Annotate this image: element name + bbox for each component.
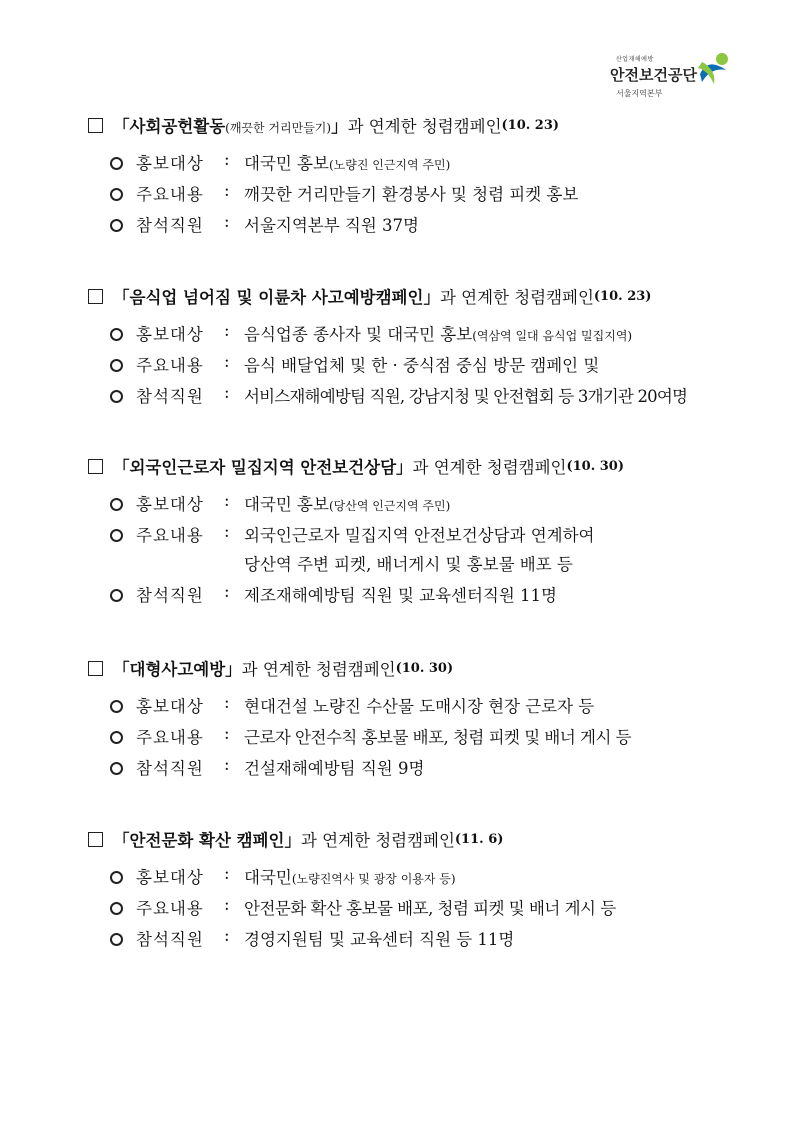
- checkbox-square-icon: [88, 118, 103, 133]
- list-item: 참석직원 : 제조재해예방팀 직원 및 교육센터직원 11명: [106, 582, 728, 613]
- circle-bullet-icon: [110, 328, 123, 341]
- circle-bullet-icon: [110, 762, 123, 775]
- checkbox-square-icon: [88, 661, 103, 676]
- circle-bullet-icon: [110, 871, 123, 884]
- item-value: 대국민(노량진역사 및 광장 이용자 등): [244, 868, 456, 887]
- circle-bullet-icon: [110, 157, 123, 170]
- campaign-date: (10. 30): [395, 660, 454, 676]
- item-value: 현대건설 노량진 수산물 도매시장 현장 근로자 등: [244, 697, 595, 716]
- campaign-section-4: [88, 655, 728, 786]
- section-heading: [88, 453, 728, 479]
- logo-sub-text: 서울지역본부: [616, 89, 663, 98]
- circle-bullet-icon: [110, 589, 123, 602]
- list-item: 참석직원 : 서비스재해예방팀 직원, 강남지청 및 안전협회 등 3개기관 20여명: [106, 383, 728, 414]
- item-value: 외국인근로자 밀집지역 안전보건상담과 연계하여: [244, 526, 595, 545]
- item-label: 참석직원: [136, 586, 204, 605]
- checkbox-square-icon: [88, 459, 103, 474]
- list-item: 홍보대상 : 음식업종 종사자 및 대국민 홍보(역삼역 일대 음식업 밀집지역): [106, 321, 728, 352]
- section-heading: [88, 112, 728, 138]
- circle-bullet-icon: [110, 498, 123, 511]
- item-label: 참석직원: [136, 387, 204, 406]
- campaign-title: 「외국인근로자 밀집지역 안전보건상담」: [113, 458, 413, 477]
- list-item: 주요내용 : 근로자 안전수칙 홍보물 배포, 청렴 피켓 및 배너 게시 등: [106, 724, 728, 755]
- item-value: 안전문화 확산 홍보물 배포, 청렴 피켓 및 배너 게시 등: [244, 899, 616, 918]
- item-label: 참석직원: [136, 216, 204, 235]
- campaign-date: (10. 30): [566, 458, 625, 474]
- campaign-section-1: [88, 112, 728, 243]
- logo-main-text: 안전보건공단: [610, 66, 697, 84]
- list-item: 주요내용 : 음식 배달업체 및 한 · 중식점 중심 방문 캠페인 및: [106, 352, 728, 383]
- item-label: 참석직원: [136, 930, 204, 949]
- item-value: 서울지역본부 직원 37명: [244, 216, 419, 235]
- campaign-title: 「대형사고예방」: [113, 660, 242, 679]
- item-label: 홍보대상: [136, 154, 204, 173]
- item-label: 주요내용: [136, 899, 204, 918]
- campaign-date: (10. 23): [501, 117, 560, 133]
- item-value: 대국민 홍보(노량진 인근지역 주민): [244, 154, 451, 173]
- circle-bullet-icon: [110, 933, 123, 946]
- circle-bullet-icon: [110, 700, 123, 713]
- campaign-section-3: [88, 453, 728, 613]
- heading-suffix: 과 연계한 청렴캠페인: [439, 288, 594, 307]
- item-label: 주요내용: [136, 728, 204, 747]
- item-value: 음식 배달업체 및 한 · 중식점 중심 방문 캠페인 및: [244, 356, 600, 375]
- item-label: 홍보대상: [136, 495, 204, 514]
- cross-emblem-icon: [696, 52, 730, 86]
- list-item: 주요내용 : 안전문화 확산 홍보물 배포, 청렴 피켓 및 배너 게시 등: [106, 895, 728, 926]
- heading-suffix: 과 연계한 청렴캠페인: [412, 458, 567, 477]
- list-item: 홍보대상 : 대국민(노량진역사 및 광장 이용자 등): [106, 864, 728, 895]
- circle-bullet-icon: [110, 902, 123, 915]
- campaign-section-5: [88, 826, 728, 957]
- checkbox-square-icon: [88, 832, 103, 847]
- item-label: 주요내용: [136, 356, 204, 375]
- circle-bullet-icon: [110, 731, 123, 744]
- agency-logo: [610, 50, 730, 108]
- section-heading: [88, 826, 728, 852]
- circle-bullet-icon: [110, 390, 123, 403]
- campaign-date: (11. 6): [454, 831, 504, 847]
- item-value: 건설재해예방팀 직원 9명: [244, 759, 425, 778]
- circle-bullet-icon: [110, 359, 123, 372]
- item-label: 주요내용: [136, 526, 204, 545]
- item-label: 홍보대상: [136, 697, 204, 716]
- logo-small-text: 산업재해예방: [616, 56, 654, 63]
- item-label: 홍보대상: [136, 325, 204, 344]
- list-item: 주요내용 : 깨끗한 거리만들기 환경봉사 및 청렴 피켓 홍보: [106, 181, 728, 212]
- circle-bullet-icon: [110, 188, 123, 201]
- list-item: 홍보대상 : 대국민 홍보(노량진 인근지역 주민): [106, 150, 728, 181]
- item-label: 홍보대상: [136, 868, 204, 887]
- item-value-continued: 당산역 주변 피켓, 배너게시 및 홍보물 배포 등: [244, 555, 573, 574]
- list-item: 홍보대상 : 대국민 홍보(당산역 인근지역 주민): [106, 491, 728, 522]
- list-item: 홍보대상 : 현대건설 노량진 수산물 도매시장 현장 근로자 등: [106, 693, 728, 724]
- item-value: 경영지원팀 및 교육센터 직원 등 11명: [244, 930, 515, 949]
- campaign-title: 「안전문화 확산 캠페인」: [113, 831, 301, 850]
- list-item: 참석직원 : 서울지역본부 직원 37명: [106, 212, 728, 243]
- item-value: 제조재해예방팀 직원 및 교육센터직원 11명: [244, 586, 557, 605]
- circle-bullet-icon: [110, 529, 123, 542]
- campaign-title: 「사회공헌활동(깨끗한 거리만들기)」: [113, 117, 348, 136]
- heading-suffix: 과 연계한 청렴캠페인: [241, 660, 396, 679]
- item-value: 대국민 홍보(당산역 인근지역 주민): [244, 495, 451, 514]
- item-value: 깨끗한 거리만들기 환경봉사 및 청렴 피켓 홍보: [244, 185, 579, 204]
- heading-suffix: 과 연계한 청렴캠페인: [300, 831, 455, 850]
- list-item: 주요내용 : 외국인근로자 밀집지역 안전보건상담과 연계하여 당산역 주변 피켓, 배너게시 및 홍보물 배포 등: [106, 522, 728, 582]
- campaign-date: (10. 23): [593, 288, 652, 304]
- section-heading: [88, 655, 728, 681]
- item-label: 주요내용: [136, 185, 204, 204]
- circle-bullet-icon: [110, 219, 123, 232]
- item-value: 음식업종 종사자 및 대국민 홍보(역삼역 일대 음식업 밀집지역): [244, 325, 633, 344]
- campaign-section-2: [88, 283, 728, 414]
- heading-suffix: 과 연계한 청렴캠페인: [347, 117, 502, 136]
- section-heading: [88, 283, 728, 309]
- list-item: 참석직원 : 건설재해예방팀 직원 9명: [106, 755, 728, 786]
- item-value: 서비스재해예방팀 직원, 강남지청 및 안전협회 등 3개기관 20여명: [244, 387, 688, 406]
- item-value: 근로자 안전수칙 홍보물 배포, 청렴 피켓 및 배너 게시 등: [244, 728, 632, 747]
- campaign-title: 「음식업 넘어짐 및 이륜차 사고예방캠페인」: [113, 288, 440, 307]
- checkbox-square-icon: [88, 289, 103, 304]
- item-label: 참석직원: [136, 759, 204, 778]
- list-item: 참석직원 : 경영지원팀 및 교육센터 직원 등 11명: [106, 926, 728, 957]
